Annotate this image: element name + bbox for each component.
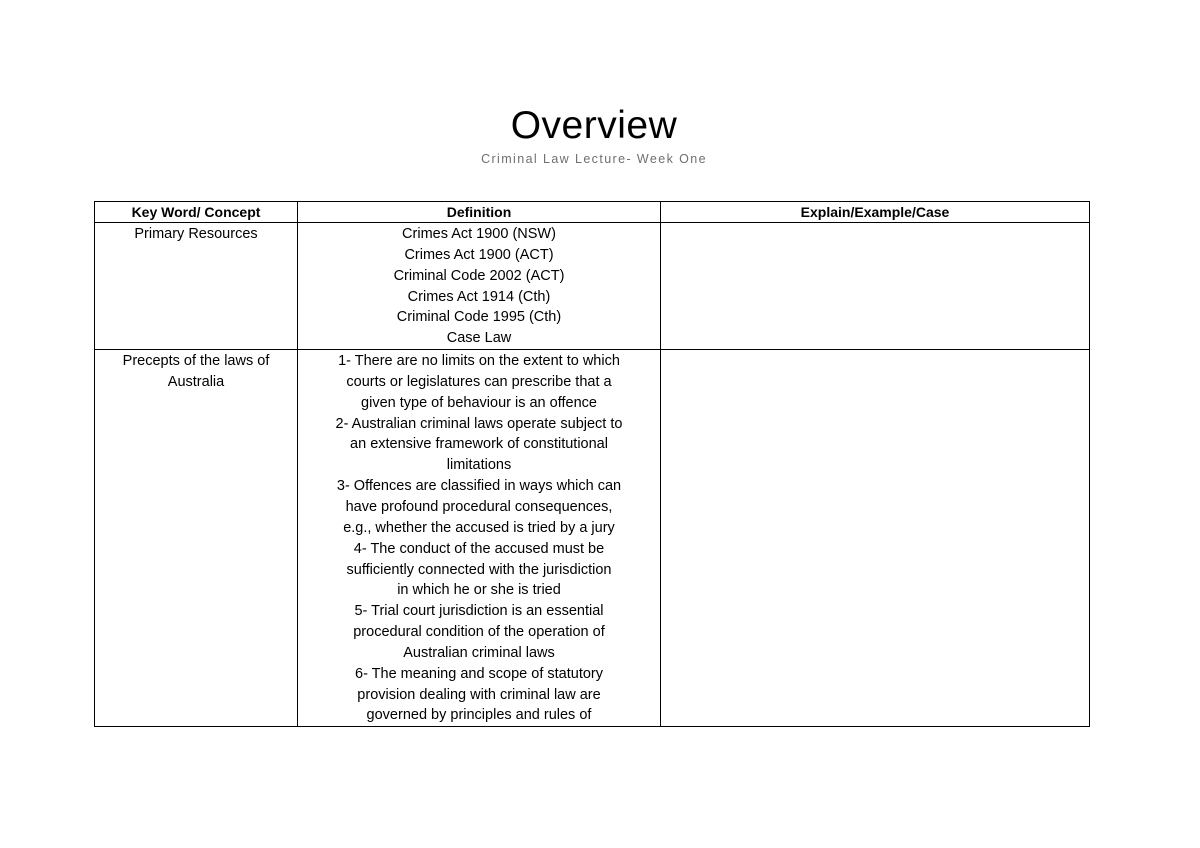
- definition-line: Crimes Act 1900 (ACT): [404, 246, 554, 263]
- notes-table: [94, 201, 1090, 727]
- precept-line: Australian criminal laws: [403, 644, 555, 661]
- precept-line: courts or legislatures can prescribe that a: [346, 373, 612, 390]
- precept-line: 1- There are no limits on the extent to which: [338, 353, 620, 370]
- concept-text: Primary Resources: [134, 226, 258, 242]
- table-row: [95, 350, 1090, 727]
- definition-line: Criminal Code 2002 (ACT): [393, 267, 565, 284]
- precept-line: sufficiently connected with the jurisdiction: [346, 561, 612, 578]
- precept-line: e.g., whether the accused is tried by a jury: [343, 519, 615, 536]
- precept-line: given type of behaviour is an offence: [361, 394, 597, 411]
- precept-line: procedural condition of the operation of: [353, 624, 605, 641]
- definition-cell: [298, 350, 661, 727]
- precept-line: have profound procedural consequences,: [345, 498, 613, 515]
- precept-line: 2- Australian criminal laws operate subject to: [335, 415, 623, 432]
- page-subtitle: Criminal Law Lecture- Week One: [481, 152, 707, 166]
- column-header-concept: Key Word/ Concept: [95, 202, 298, 223]
- precept-line: governed by principles and rules of: [366, 707, 592, 724]
- precept-line: 4- The conduct of the accused must be: [353, 540, 605, 557]
- precept-line: 3- Offences are classified in ways which can: [336, 478, 622, 495]
- page-title: Overview: [510, 104, 678, 147]
- precept-line: in which he or she is tried: [397, 582, 561, 599]
- definition-cell: [298, 223, 661, 350]
- concept-text: Australia: [167, 373, 225, 390]
- table-row: [95, 223, 1090, 350]
- column-header-definition: Definition: [298, 202, 661, 223]
- definition-line: Crimes Act 1900 (NSW): [402, 226, 556, 242]
- definition-line: Case Law: [446, 330, 512, 347]
- concept-cell: [95, 350, 298, 727]
- concept-text: Precepts of the laws of: [122, 353, 270, 370]
- explain-cell: [661, 223, 1090, 350]
- definition-line: Crimes Act 1914 (Cth): [407, 288, 551, 305]
- precept-line: limitations: [446, 457, 512, 474]
- definition-line: Criminal Code 1995 (Cth): [396, 309, 562, 326]
- concept-cell: [95, 223, 298, 350]
- table-header-row: [95, 202, 1090, 223]
- precept-line: an extensive framework of constitutional: [350, 436, 608, 453]
- explain-cell: [661, 350, 1090, 727]
- precept-line: provision dealing with criminal law are: [357, 686, 601, 703]
- precept-line: 5- Trial court jurisdiction is an essential: [354, 603, 604, 620]
- column-header-explain: Explain/Example/Case: [661, 202, 1090, 223]
- precept-line: 6- The meaning and scope of statutory: [355, 665, 603, 682]
